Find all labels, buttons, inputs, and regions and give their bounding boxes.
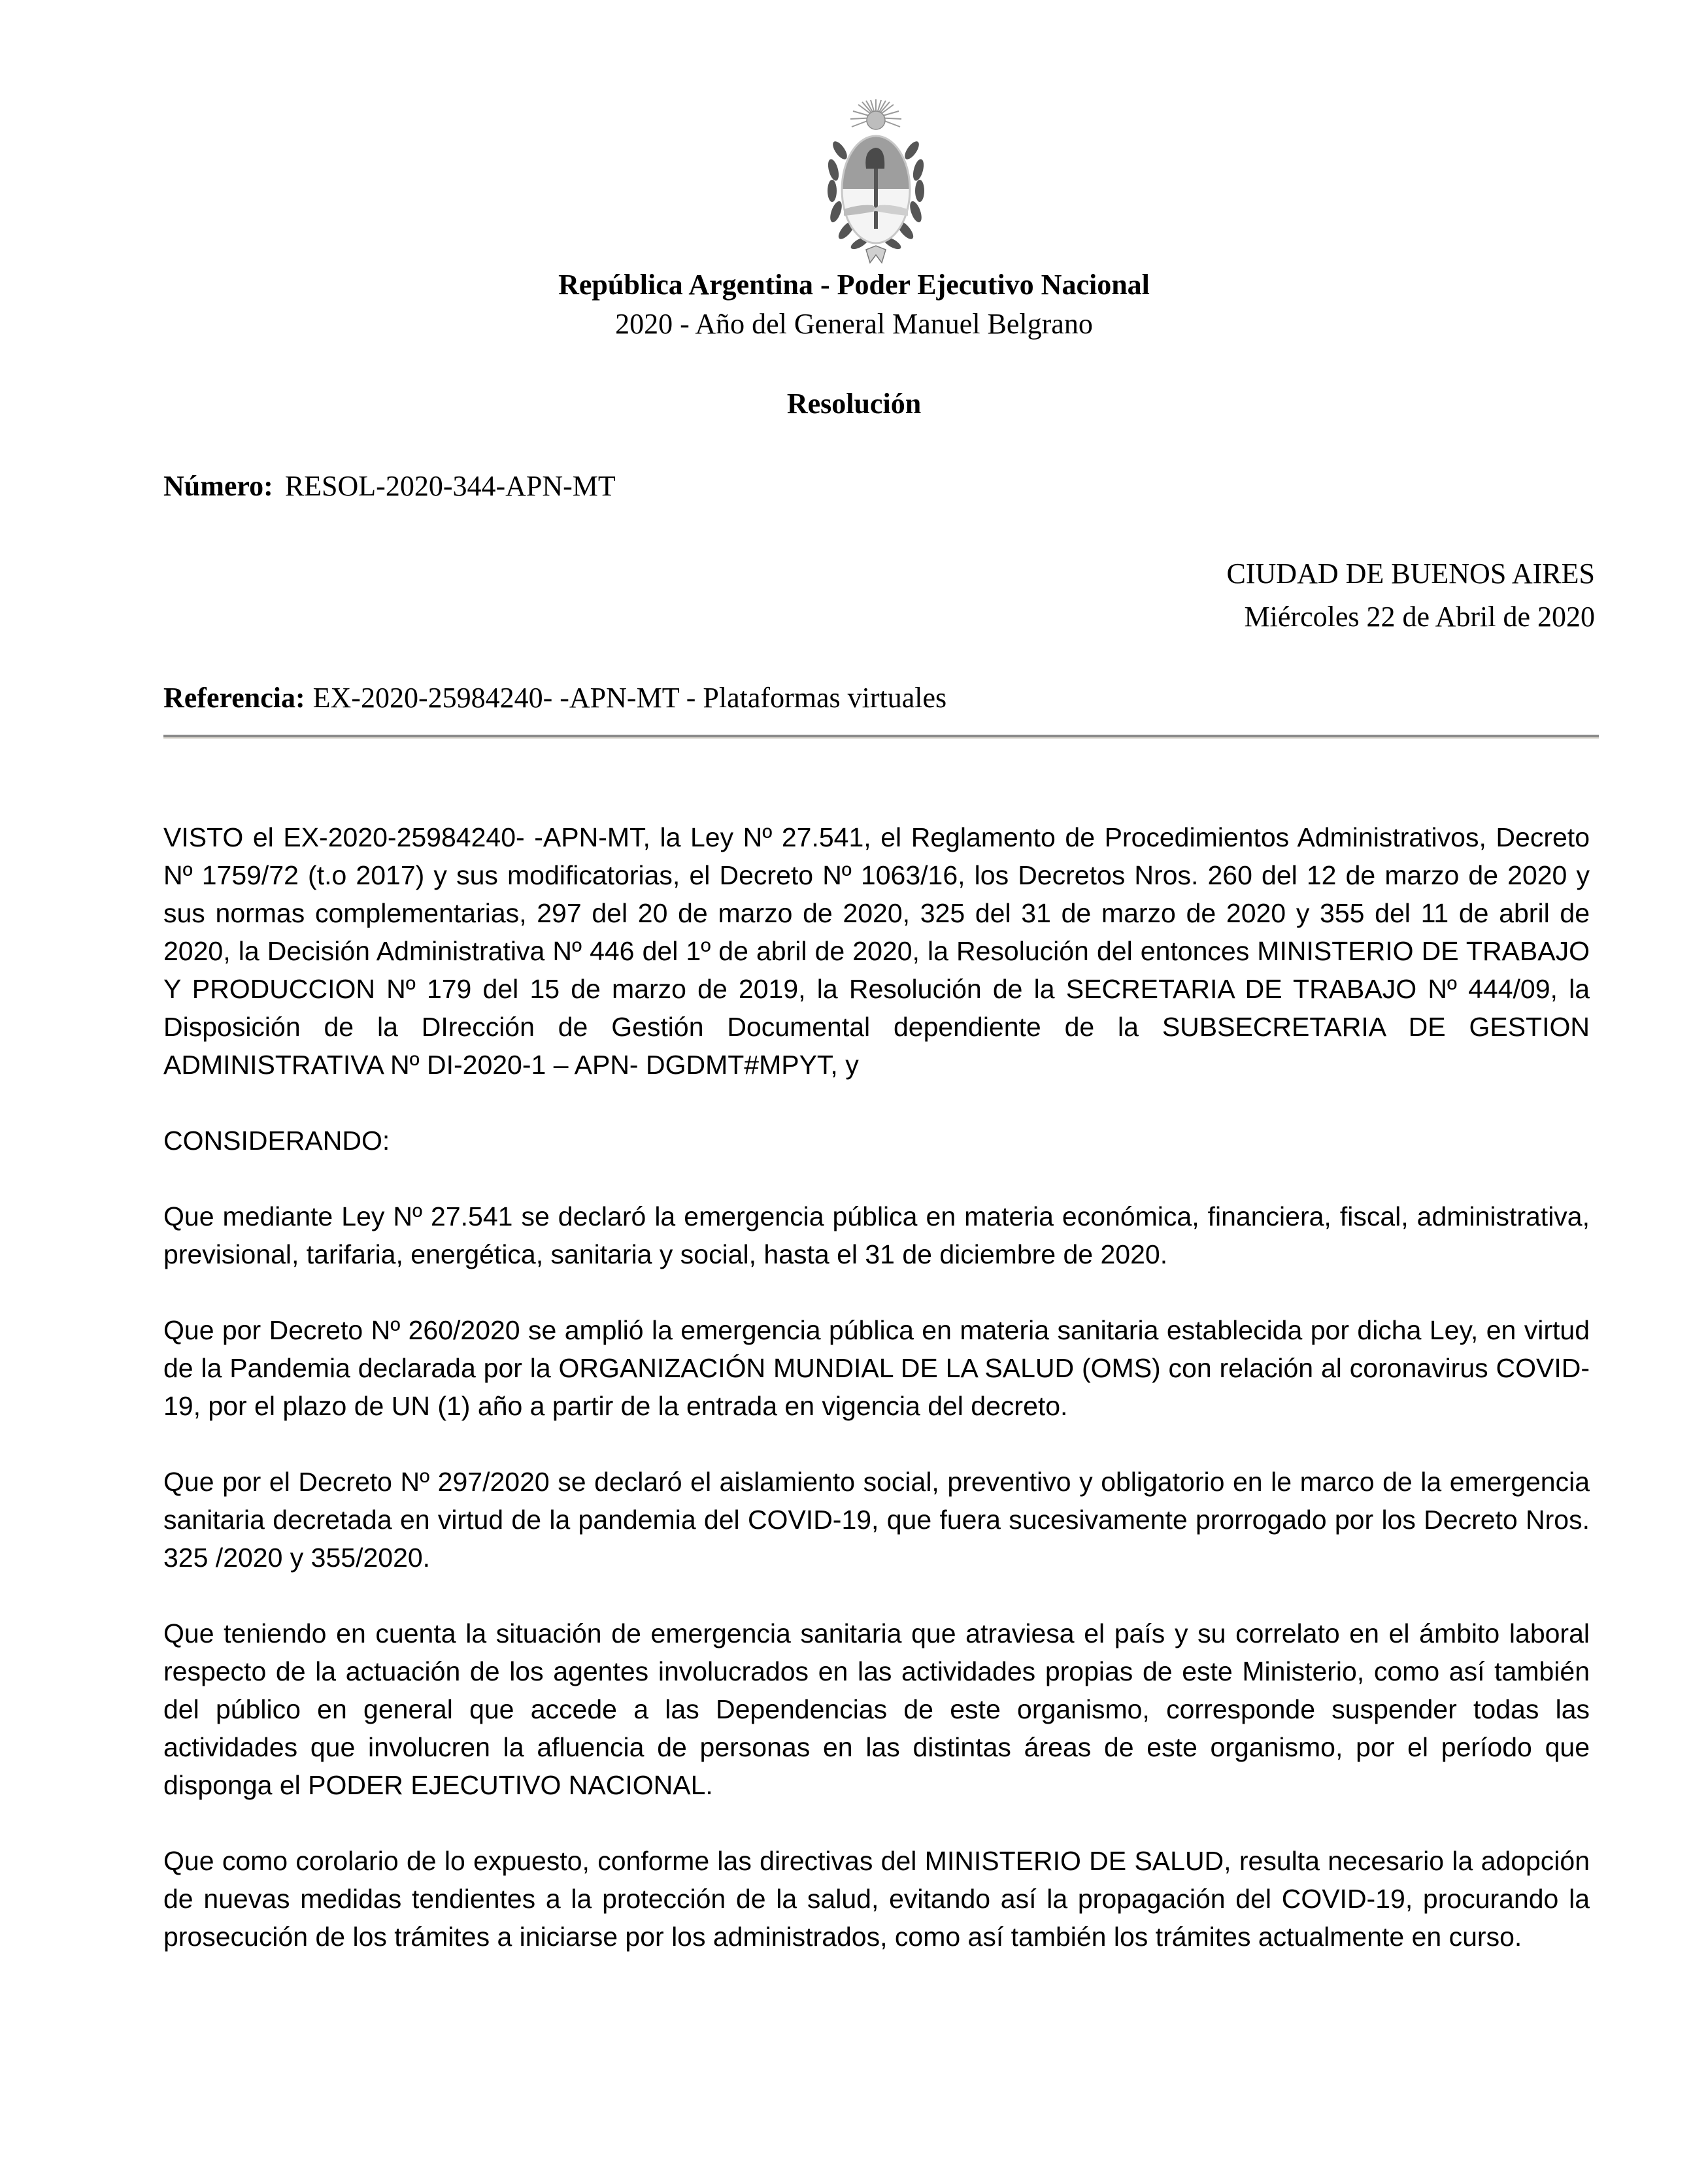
document-number	[163, 468, 616, 505]
body-paragraph: Que mediante Ley Nº 27.541 se declaró la emergencia pública en materia económica, financiera, fiscal, administrativa, previsional, tarifaria, energética, sanitaria y social, hasta el 31 de diciembre de 2020.	[163, 1201, 1590, 1269]
country-header: República Argentina - Poder Ejecutivo Nacional	[558, 269, 1150, 301]
body-paragraph: Que por Decreto Nº 260/2020 se amplió la emergencia pública en materia sanitaria establecida por dicha Ley, en virtud de la Pandemia declarada por la ORGANIZACIÓN MUNDIAL DE LA SALUD (OMS) con relación al coronavirus COVID-19, por el plazo de UN (1) año a partir de la entrada en vigencia del decreto.	[163, 1315, 1590, 1421]
document-body	[163, 818, 1590, 1956]
body-paragraph: Que teniendo en cuenta la situación de emergencia sanitaria que atraviesa el país y su correlato en el ámbito laboral respecto de la actuación de los agentes involucrados en las actividades propias de este Ministerio, como así también del público en general que accede a las Dependencias de este organismo, corresponde suspender todas las actividades que involucren la afluencia de personas en las distintas áreas de este organismo, por el período que disponga el PODER EJECUTIVO NACIONAL.	[163, 1618, 1590, 1800]
body-paragraph: Que por el Decreto Nº 297/2020 se declaró el aislamiento social, preventivo y obligatorio en le marco de la emergencia sanitaria decretada en virtud de la pandemia del COVID-19, que fuera sucesivamente prorrogado por los Decreto Nros. 325 /2020 y 355/2020.	[163, 1467, 1590, 1573]
considerando-heading: CONSIDERANDO:	[163, 1126, 390, 1156]
document-number-value: RESOL-2020-344-APN-MT	[284, 470, 616, 502]
year-motto: 2020 - Año del General Manuel Belgrano	[615, 308, 1093, 340]
reference	[163, 680, 946, 716]
date: Miércoles 22 de Abril de 2020	[1244, 601, 1595, 633]
argentina-coat-of-arms-icon	[820, 98, 931, 268]
body-paragraph: Que como corolario de lo expuesto, conforme las directivas del MINISTERIO DE SALUD, resulta necesario la adopción de nuevas medidas tendientes a la protección de la salud, evitando así la propagación del COVID-19, procurando la prosecución de los trámites a iniciarse por los administrados, como así también los trámites actualmente en curso.	[163, 1846, 1590, 1952]
document-type-title: Resolución	[786, 388, 922, 420]
reference-label: Referencia:	[163, 682, 305, 714]
document-number-label: Número:	[163, 470, 273, 502]
visto-paragraph: VISTO el EX-2020-25984240- -APN-MT, la Ley Nº 27.541, el Reglamento de Procedimientos Administrativos, Decreto Nº 1759/72 (t.o 2017) y sus modificatorias, el Decreto Nº 1063/16, los Decretos Nros. 260 del 12 de marzo de 2020 y sus normas complementarias, 297 del 20 de marzo de 2020, 325 del 31 de marzo de 2020 y 355 del 11 de abril de 2020, la Decisión Administrativa Nº 446 del 1º de abril de 2020, la Resolución del entonces MINISTERIO DE TRABAJO Y PRODUCCION Nº 179 del 15 de marzo de 2019, la Resolución de la SECRETARIA DE TRABAJO Nº 444/09, la Disposición de la DIrección de Gestión Documental dependiente de la SUBSECRETARIA DE GESTION ADMINISTRATIVA Nº DI-2020-1 – APN- DGDMT#MPYT, y	[163, 822, 1590, 1080]
city: CIUDAD DE BUENOS AIRES	[1226, 558, 1595, 590]
header-divider	[163, 735, 1599, 739]
place-and-date	[1227, 552, 1595, 639]
reference-value: EX-2020-25984240- -APN-MT - Plataformas virtuales	[312, 682, 947, 714]
